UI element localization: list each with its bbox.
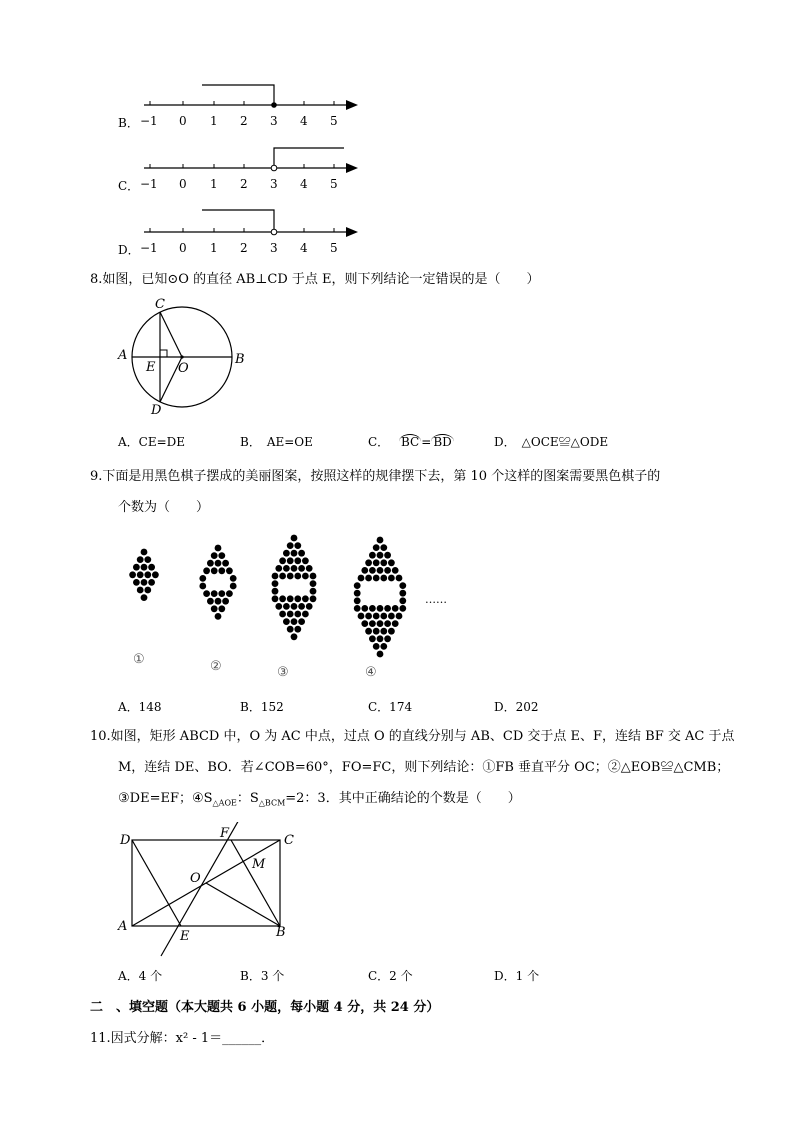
label-a: A <box>118 348 128 363</box>
q8-stem: 8.如图，已知⊙O 的直径 AB⊥CD 于点 E，则下列结论一定错误的是（ ） <box>90 272 540 287</box>
option-c: C．2 个 <box>368 969 413 983</box>
chess-piece <box>380 643 387 650</box>
chess-piece <box>291 565 298 572</box>
chess-piece <box>358 575 365 582</box>
chess-piece <box>399 597 406 604</box>
tick-label: 4 <box>300 177 308 191</box>
chess-piece <box>294 542 301 549</box>
chess-piece <box>310 588 317 595</box>
q7-option-c <box>118 143 368 193</box>
chess-piece <box>287 557 294 564</box>
chess-piece <box>283 565 290 572</box>
chess-piece <box>141 549 148 556</box>
chess-piece <box>287 595 294 602</box>
chess-piece <box>365 559 372 566</box>
chess-piece <box>380 559 387 566</box>
chess-piece <box>141 579 148 586</box>
option-d: D．202 <box>494 700 539 714</box>
chess-piece <box>396 613 403 620</box>
chess-piece <box>392 605 399 612</box>
tick-label: 5 <box>330 241 338 255</box>
tick-label: 5 <box>330 177 338 191</box>
chess-piece <box>306 603 313 610</box>
chess-piece <box>302 611 309 618</box>
chess-piece <box>294 573 301 580</box>
tick-label: 3 <box>270 177 278 191</box>
chess-piece <box>287 626 294 633</box>
chess-piece <box>141 564 148 571</box>
chess-piece <box>298 565 305 572</box>
chess-piece <box>129 571 136 578</box>
chess-piece <box>287 542 294 549</box>
chess-piece <box>369 635 376 642</box>
chess-piece <box>399 590 406 597</box>
chess-piece <box>291 618 298 625</box>
subscript: △BCM <box>258 798 286 808</box>
chess-piece <box>310 573 317 580</box>
chess-piece <box>283 618 290 625</box>
chess-piece <box>392 620 399 627</box>
chess-piece <box>291 550 298 557</box>
chess-piece <box>298 550 305 557</box>
label-b: B <box>276 925 286 940</box>
label-e: E <box>146 360 156 375</box>
chess-piece <box>272 580 279 587</box>
chess-piece <box>133 579 140 586</box>
q10-stem-line2: M，连结 DE、BO．若∠COB=60°，FO=FC，则下列结论：①FB 垂直平分 OC；②△EOB≌△CMB； <box>118 760 730 775</box>
option-b: B．3 个 <box>240 969 285 983</box>
chess-piece <box>380 628 387 635</box>
chess-piece <box>199 583 206 590</box>
chess-piece <box>361 605 368 612</box>
chess-piece <box>373 628 380 635</box>
chess-piece <box>354 582 361 589</box>
chess-piece <box>380 544 387 551</box>
equals-sign: = <box>421 435 432 449</box>
chess-piece <box>230 583 237 590</box>
chess-piece <box>384 552 391 559</box>
label-c: C <box>155 297 165 312</box>
q7-option-b <box>118 80 368 130</box>
chess-piece <box>207 598 214 605</box>
chess-piece <box>373 575 380 582</box>
tick-label: 0 <box>179 114 187 128</box>
chess-piece <box>211 590 218 597</box>
chess-piece <box>310 580 317 587</box>
fig-label-3: ③ <box>277 665 289 680</box>
option-b: B．152 <box>240 700 284 714</box>
option-a: A．148 <box>118 700 162 714</box>
chess-piece <box>377 537 384 544</box>
chess-piece <box>361 620 368 627</box>
chess-piece <box>369 605 376 612</box>
tick-label: −1 <box>140 114 158 128</box>
chess-piece <box>369 552 376 559</box>
chess-piece <box>399 582 406 589</box>
chess-piece <box>211 552 218 559</box>
q10-rectangle-figure <box>110 822 310 962</box>
chess-piece <box>283 603 290 610</box>
chess-piece <box>275 603 282 610</box>
chess-piece <box>392 567 399 574</box>
tick-label: 1 <box>210 114 218 128</box>
chess-piece <box>306 565 313 572</box>
chess-piece <box>272 588 279 595</box>
chess-piece <box>377 605 384 612</box>
chess-piece <box>152 571 159 578</box>
chess-piece <box>218 552 225 559</box>
tick-label: 3 <box>270 114 278 128</box>
chess-piece <box>279 595 286 602</box>
chess-piece <box>302 595 309 602</box>
chess-piece <box>294 626 301 633</box>
chess-piece <box>294 595 301 602</box>
chess-piece <box>358 613 365 620</box>
tick-label: −1 <box>140 177 158 191</box>
chess-piece <box>369 567 376 574</box>
q9-stem-line2: 个数为（ ） <box>118 500 210 515</box>
chess-piece <box>377 552 384 559</box>
chess-piece <box>215 613 222 620</box>
chess-piece <box>365 613 372 620</box>
chess-piece <box>137 556 144 563</box>
label-f: F <box>220 826 230 841</box>
fig-label-2: ② <box>210 659 222 674</box>
tick-label: 0 <box>179 177 187 191</box>
chess-piece <box>222 560 229 567</box>
chess-piece <box>211 567 218 574</box>
tick-label: 1 <box>210 241 218 255</box>
chess-piece <box>380 575 387 582</box>
chess-piece <box>365 575 372 582</box>
chess-piece <box>218 590 225 597</box>
chess-piece <box>215 545 222 552</box>
option-d: D． △OCE≌△ODE <box>494 435 609 449</box>
chess-piece <box>361 567 368 574</box>
chess-piece <box>279 573 286 580</box>
option-label: B． <box>118 116 139 130</box>
chess-piece <box>298 618 305 625</box>
chess-piece <box>203 567 210 574</box>
chess-piece <box>354 597 361 604</box>
label-a: A <box>118 919 128 934</box>
tick-label: 1 <box>210 177 218 191</box>
chess-piece <box>272 573 279 580</box>
label-o: O <box>178 361 189 376</box>
chess-piece <box>377 651 384 658</box>
chess-piece <box>215 598 222 605</box>
q11-stem: 11.因式分解：x² - 1＝______． <box>90 1031 275 1046</box>
stem-part: =2：3．其中正确结论的个数是（ ） <box>285 791 521 806</box>
section-title: 二 、填空题（本大题共 6 小题，每小题 4 分，共 24 分） <box>90 1000 440 1015</box>
chess-piece <box>291 535 298 542</box>
label-e: E <box>180 929 190 944</box>
chess-piece <box>377 567 384 574</box>
arc-bd: BD <box>433 435 452 449</box>
chess-piece <box>144 556 151 563</box>
chess-piece <box>354 590 361 597</box>
label-o: O <box>190 871 201 886</box>
label-c: C <box>284 833 294 848</box>
chess-piece <box>144 587 151 594</box>
q9-options <box>118 698 678 718</box>
tick-label: 2 <box>240 114 248 128</box>
chess-piece <box>203 590 210 597</box>
chess-piece <box>384 620 391 627</box>
chess-piece <box>144 571 151 578</box>
subscript: △AOE <box>212 798 237 808</box>
chess-piece <box>373 559 380 566</box>
option-label: D． <box>118 243 140 257</box>
chess-piece <box>287 611 294 618</box>
chess-piece <box>137 587 144 594</box>
chess-piece <box>215 560 222 567</box>
chess-piece <box>373 613 380 620</box>
chess-piece <box>279 557 286 564</box>
option-c: C．174 <box>368 700 413 714</box>
option-a: A．CE=DE <box>118 435 186 449</box>
chess-piece <box>148 564 155 571</box>
chess-piece <box>211 605 218 612</box>
q8-circle-figure <box>110 292 260 422</box>
chess-piece <box>396 575 403 582</box>
q9-dot-patterns <box>120 530 460 685</box>
chess-piece <box>302 557 309 564</box>
chess-piece <box>298 603 305 610</box>
chess-piece <box>369 620 376 627</box>
stem-part: ③DE=EF；④S <box>118 791 213 806</box>
ellipsis: …… <box>425 593 447 606</box>
chess-piece <box>291 633 298 640</box>
chess-piece <box>388 559 395 566</box>
chess-piece <box>272 595 279 602</box>
chess-piece <box>294 611 301 618</box>
chess-piece <box>283 550 290 557</box>
q8-options <box>118 433 678 453</box>
chess-piece <box>399 605 406 612</box>
tick-label: 3 <box>270 241 278 255</box>
q9-stem-line1: 9.下面是用黑色棋子摆成的美丽图案，按照这样的规律摆下去，第 10 个这样的图案需要黑色棋子的 <box>90 469 661 484</box>
chess-piece <box>310 595 317 602</box>
chess-piece <box>230 575 237 582</box>
tick-label: 0 <box>179 241 187 255</box>
chess-piece <box>148 579 155 586</box>
chess-piece <box>279 611 286 618</box>
chess-piece <box>377 635 384 642</box>
chess-piece <box>291 603 298 610</box>
tick-label: 5 <box>330 114 338 128</box>
chess-piece <box>218 567 225 574</box>
q10-stem-line1: 10.如图，矩形 ABCD 中，O 为 AC 中点，过点 O 的直线分别与 AB、CD 交于点 E、F，连结 BF 交 AC 于点 <box>90 729 735 744</box>
chess-piece <box>380 613 387 620</box>
label-d: D <box>151 403 162 418</box>
q10-options <box>118 967 678 987</box>
chess-piece <box>287 573 294 580</box>
chess-piece <box>384 605 391 612</box>
chess-piece <box>226 590 233 597</box>
chess-piece <box>294 557 301 564</box>
stem-part: ：S <box>236 791 259 806</box>
chess-piece <box>218 605 225 612</box>
option-label: C． <box>118 179 140 193</box>
q10-stem-line3 <box>118 789 521 814</box>
chess-piece <box>384 567 391 574</box>
label-d: D <box>120 833 131 848</box>
option-c-label: C． <box>368 435 384 449</box>
q7-option-d <box>118 207 368 257</box>
tick-label: 2 <box>240 241 248 255</box>
chess-piece <box>354 605 361 612</box>
tick-label: 4 <box>300 241 308 255</box>
chess-piece <box>137 571 144 578</box>
fig-label-4: ④ <box>365 665 377 680</box>
label-b: B <box>235 352 245 367</box>
chess-piece <box>222 598 229 605</box>
chess-piece <box>226 567 233 574</box>
chess-piece <box>377 620 384 627</box>
chess-piece <box>388 575 395 582</box>
chess-piece <box>207 560 214 567</box>
label-m: M <box>252 857 266 872</box>
chess-piece <box>199 575 206 582</box>
chess-piece <box>373 544 380 551</box>
option-d: D．1 个 <box>494 969 540 983</box>
tick-label: −1 <box>140 241 158 255</box>
arc-bc: BC <box>401 435 420 449</box>
option-c <box>368 433 454 450</box>
option-a: A．4 个 <box>118 969 163 983</box>
chess-piece <box>365 628 372 635</box>
chess-piece <box>302 573 309 580</box>
chess-piece <box>388 613 395 620</box>
chess-piece <box>141 594 148 601</box>
option-b: B． AE=OE <box>240 435 313 449</box>
fig-label-1: ① <box>133 652 145 667</box>
chess-piece <box>384 635 391 642</box>
chess-piece <box>388 628 395 635</box>
chess-piece <box>373 643 380 650</box>
tick-label: 4 <box>300 114 308 128</box>
chess-piece <box>275 565 282 572</box>
chess-piece <box>133 564 140 571</box>
tick-label: 2 <box>240 177 248 191</box>
